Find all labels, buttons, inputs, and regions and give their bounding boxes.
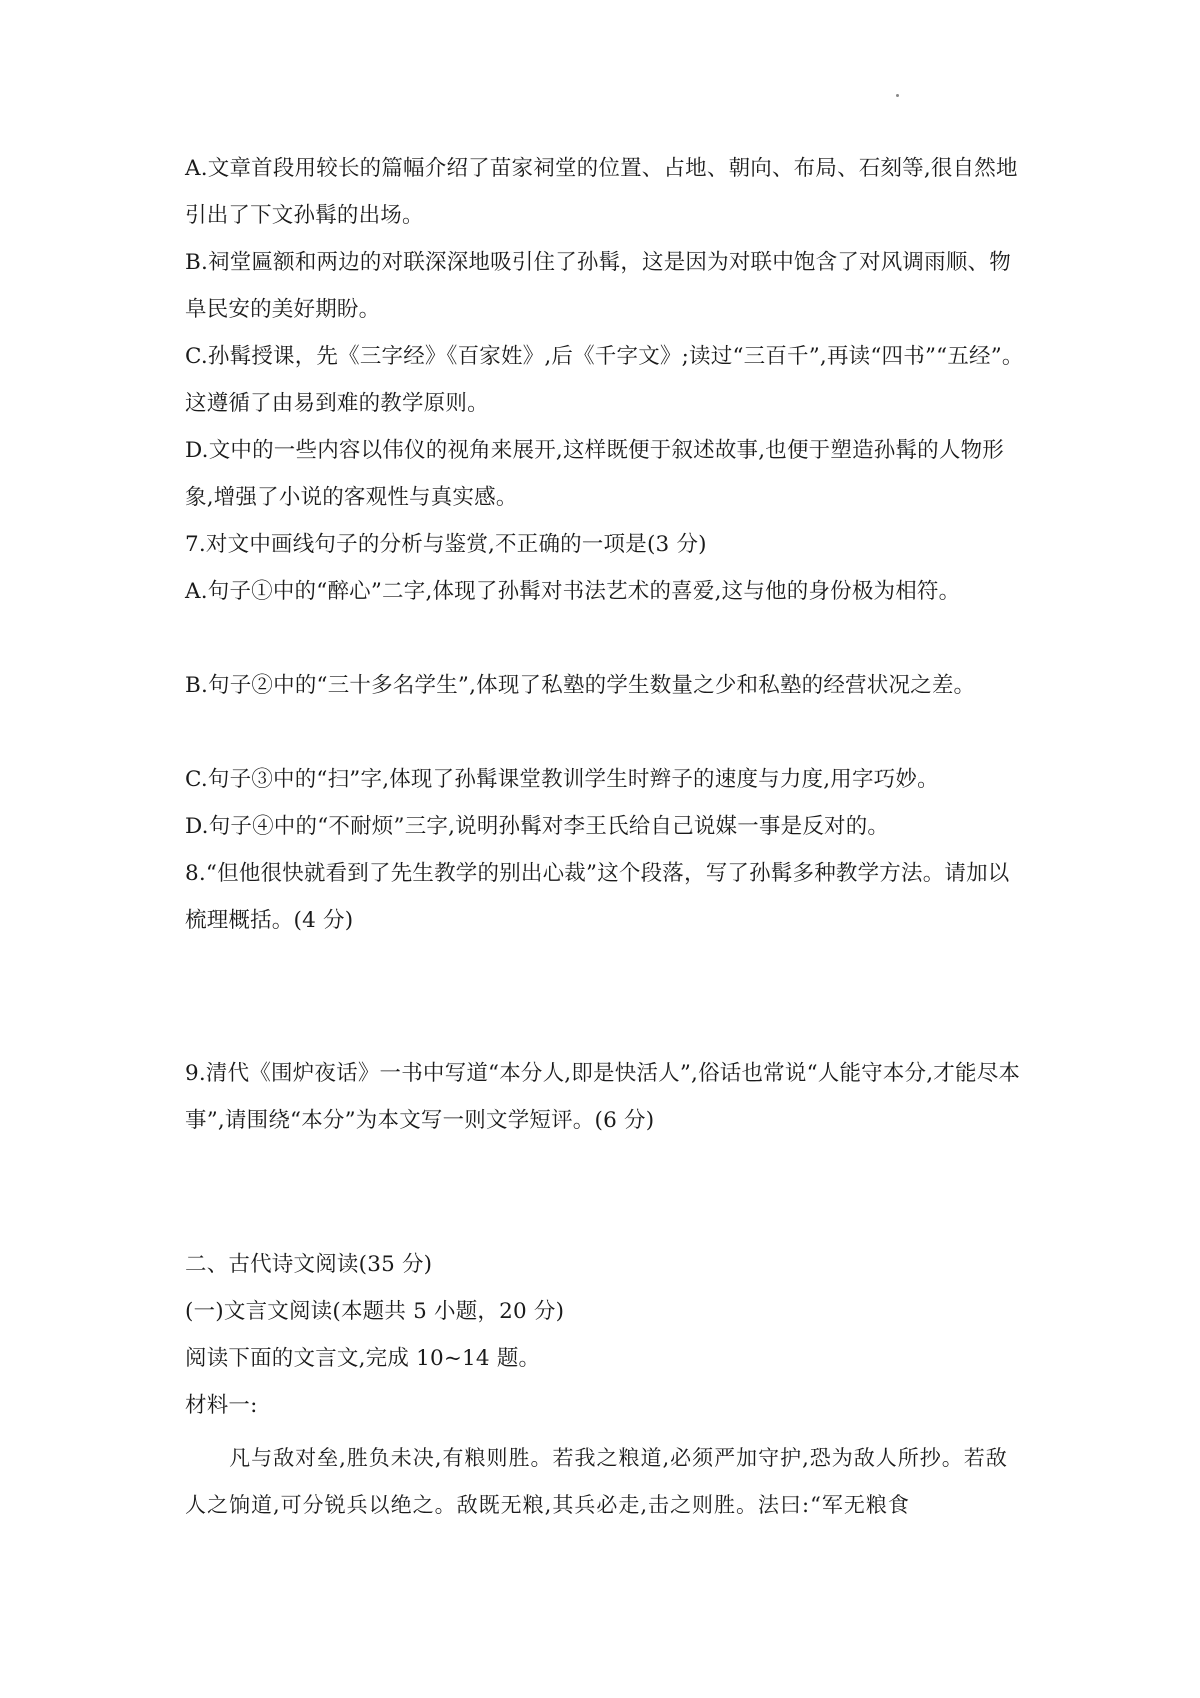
material-label: 材料一: [185, 1393, 258, 1418]
q6-option-c: C.孙髯授课，先《三字经》《百家姓》,后《千字文》;读过“三百千”,再读“四书”“五经”。这遵循了由易到难的教学原则。 [185, 344, 1024, 416]
subsection-heading: (一)文言文阅读(本题共 5 小题，20 分) [185, 1299, 565, 1324]
reading-instruction: 阅读下面的文言文,完成 10~14 题。 [185, 1346, 541, 1371]
q7-option-a: A.句子①中的“醉心”二字,体现了孙髯对书法艺术的喜爱,这与他的身份极为相符。 [185, 579, 961, 604]
q7-option-c: C.句子③中的“扫”字,体现了孙髯课堂教训学生时辫子的速度与力度,用字巧妙。 [185, 767, 939, 792]
q7-option-d: D.句子④中的“不耐烦”三字,说明孙髯对李王氏给自己说媒一事是反对的。 [185, 814, 890, 839]
section-heading: 二、古代诗文阅读(35 分) [185, 1252, 433, 1277]
q6-option-b: B.祠堂匾额和两边的对联深深地吸引住了孙髯，这是因为对联中饱含了对风调雨顺、物阜民安的美好期盼。 [185, 250, 1011, 322]
q7-stem: 7.对文中画线句子的分析与鉴赏,不正确的一项是(3 分) [185, 532, 707, 557]
q6-option-d: D.文中的一些内容以伟仪的视角来展开,这样既便于叙述故事,也便于塑造孙髯的人物形象,增强了小说的客观性与真实感。 [185, 438, 1004, 510]
q9-stem: 9.清代《围炉夜话》一书中写道“本分人,即是快活人”,俗话也常说“人能守本分,才能尽本事”,请围绕“本分”为本文写一则文学短评。(6 分) [185, 1061, 1021, 1133]
q7-option-b: B.句子②中的“三十多名学生”,体现了私塾的学生数量之少和私塾的经营状况之差。 [185, 673, 976, 698]
q6-option-a: A.文章首段用较长的篇幅介绍了苗家祠堂的位置、占地、朝向、布局、石刻等,很自然地引出了下文孙髯的出场。 [185, 156, 1018, 228]
material-text: 凡与敌对垒,胜负未决,有粮则胜。若我之粮道,必须严加守护,恐为敌人所抄。若敌人之饷道,可分锐兵以绝之。敌既无粮,其兵必走,击之则胜。法曰:“军无粮食 [185, 1446, 1008, 1517]
scan-speck [896, 94, 899, 97]
q8-stem: 8.“但他很快就看到了先生教学的别出心裁”这个段落，写了孙髯多种教学方法。请加以梳理概括。(4 分) [185, 861, 1010, 933]
